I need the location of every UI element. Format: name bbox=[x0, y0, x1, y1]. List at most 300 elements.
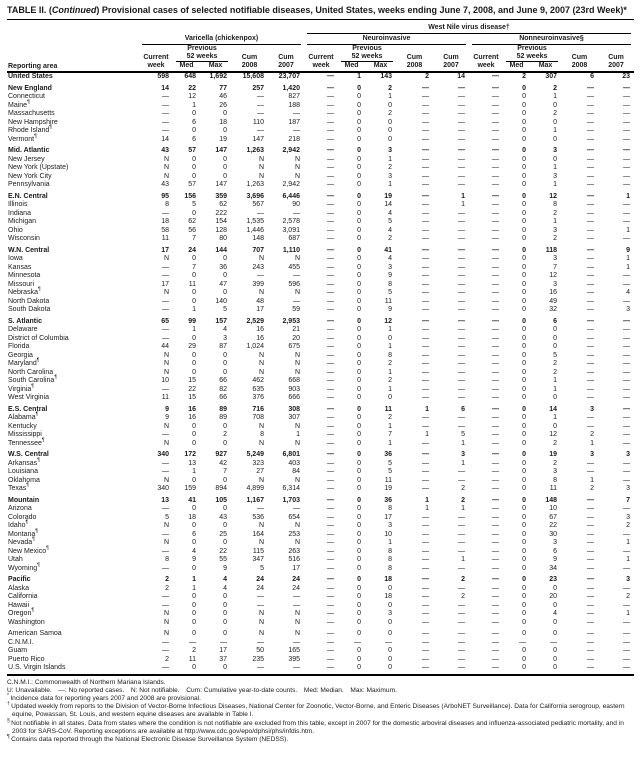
value-cell: — bbox=[561, 664, 598, 675]
reporting-area-cell: C.N.M.I. bbox=[8, 638, 34, 646]
value-cell: 0 bbox=[388, 655, 392, 663]
value-cell: — bbox=[587, 201, 594, 208]
region-total-row bbox=[7, 244, 634, 256]
value-cell: 2 bbox=[223, 431, 227, 438]
value-cell: 0 bbox=[192, 209, 196, 217]
value-cell: 0 bbox=[522, 647, 526, 654]
value-cell: 5 bbox=[165, 513, 169, 521]
value-cell: — bbox=[327, 576, 334, 583]
reporting-area-cell: North Carolina bbox=[8, 368, 54, 376]
value-cell: 0 bbox=[223, 601, 227, 609]
table-row bbox=[7, 647, 634, 656]
value-cell: 4 bbox=[553, 610, 557, 617]
value-cell: — bbox=[327, 394, 334, 401]
value-cell: 0 bbox=[223, 618, 227, 626]
value-cell: — bbox=[458, 235, 465, 242]
reporting-area-cell: Puerto Rico bbox=[8, 655, 45, 663]
value-cell: — bbox=[587, 385, 594, 393]
title-suffix: ) Provisional cases of selected notifiable diseases, United States, weeks ending June 7, 2008, and June 9, 2007 (23rd Week)* bbox=[96, 5, 627, 15]
value-cell: — bbox=[422, 564, 429, 572]
value-cell: 0 bbox=[357, 630, 361, 637]
value-cell: N bbox=[294, 351, 300, 359]
value-cell: 11 bbox=[161, 394, 169, 401]
value-cell: 4 bbox=[223, 326, 227, 333]
value-cell: 3 bbox=[553, 255, 557, 262]
region-total-row bbox=[7, 494, 634, 506]
value-cell: 7 bbox=[192, 263, 196, 271]
value-cell: 2 bbox=[553, 235, 557, 242]
value-cell: — bbox=[257, 209, 264, 217]
footnote-marker: ¶ bbox=[54, 374, 57, 381]
value-cell: — bbox=[327, 326, 334, 333]
varicella-group-header: Varicella (chickenpox) bbox=[139, 34, 304, 45]
value-cell: — bbox=[587, 513, 594, 521]
table-row bbox=[7, 173, 634, 182]
value-cell: — bbox=[327, 522, 334, 529]
value-cell: — bbox=[623, 459, 631, 467]
value-cell: 0 bbox=[522, 118, 526, 126]
cum-2008-header: Cum 2008 bbox=[231, 45, 268, 72]
region-group bbox=[7, 403, 634, 449]
reporting-area-cell: Maryland¶ bbox=[8, 357, 40, 367]
value-cell: 0 bbox=[357, 192, 361, 200]
value-cell: — bbox=[327, 235, 334, 242]
value-cell: — bbox=[422, 610, 429, 617]
value-cell: — bbox=[458, 272, 465, 279]
value-cell: — bbox=[492, 326, 499, 333]
value-cell: 307 bbox=[545, 73, 557, 80]
value-cell: — bbox=[458, 564, 465, 572]
value-cell: 5 bbox=[388, 289, 392, 296]
value-cell: — bbox=[458, 377, 465, 384]
value-cell: — bbox=[327, 496, 334, 504]
value-cell: — bbox=[422, 618, 429, 626]
value-cell: 0 bbox=[357, 110, 361, 117]
value-cell: — bbox=[293, 505, 300, 512]
reporting-area-cell: Georgia bbox=[8, 351, 33, 359]
value-cell: 0 bbox=[192, 155, 196, 163]
value-cell: 1,535 bbox=[246, 218, 264, 225]
value-cell: N bbox=[258, 172, 264, 180]
value-cell: 0 bbox=[357, 226, 361, 234]
value-cell: 0 bbox=[553, 422, 557, 430]
value-cell: 7 bbox=[223, 468, 227, 475]
value-cell: 0 bbox=[522, 505, 526, 512]
value-cell: 1 bbox=[461, 556, 465, 563]
value-cell: 19 bbox=[549, 451, 557, 458]
value-cell: — bbox=[458, 164, 465, 171]
value-cell: N bbox=[294, 539, 300, 546]
value-cell: — bbox=[623, 638, 631, 646]
footnote-symbol: § bbox=[7, 717, 12, 724]
value-cell: 0 bbox=[530, 664, 561, 675]
value-cell: 11 bbox=[384, 476, 392, 484]
value-cell: — bbox=[587, 556, 594, 563]
value-cell: — bbox=[492, 218, 499, 225]
region-group bbox=[7, 72, 634, 82]
value-cell: — bbox=[587, 172, 594, 180]
reporting-area-cell: New Hampshire bbox=[8, 118, 58, 126]
value-cell: N bbox=[163, 289, 169, 296]
value-cell: 148 bbox=[545, 496, 557, 504]
value-cell: — bbox=[422, 192, 429, 200]
value-cell: — bbox=[327, 405, 334, 413]
value-cell: — bbox=[458, 468, 465, 475]
value-cell: 0 bbox=[357, 93, 361, 100]
footnote: * Incidence data for reporting years 2007 and 2008 are provisional. bbox=[7, 692, 201, 702]
value-cell: N bbox=[163, 368, 169, 376]
value-cell: 0 bbox=[522, 280, 526, 288]
value-cell: — bbox=[327, 280, 334, 288]
value-cell: 187 bbox=[288, 118, 300, 126]
value-cell: — bbox=[492, 556, 499, 563]
value-cell: 43 bbox=[161, 147, 169, 154]
value-cell: — bbox=[458, 530, 465, 538]
value-cell: — bbox=[327, 655, 334, 663]
reporting-area-cell: Guam bbox=[8, 647, 28, 654]
value-cell: — bbox=[492, 547, 499, 555]
value-cell: — bbox=[327, 556, 334, 563]
value-cell: 0 bbox=[223, 630, 227, 637]
value-cell: 0 bbox=[357, 172, 361, 180]
value-cell: — bbox=[327, 601, 334, 609]
value-cell: 0 bbox=[357, 289, 361, 296]
value-cell: 0 bbox=[522, 385, 526, 393]
value-cell: 1 bbox=[192, 576, 196, 583]
value-cell: — bbox=[458, 209, 465, 217]
value-cell: 23,707 bbox=[278, 73, 300, 80]
value-cell: — bbox=[623, 655, 631, 663]
value-cell: — bbox=[458, 297, 465, 305]
value-cell: — bbox=[422, 172, 429, 180]
value-cell: — bbox=[162, 638, 169, 646]
value-cell: — bbox=[396, 664, 433, 675]
value-cell: — bbox=[458, 246, 465, 254]
value-cell: 3 bbox=[388, 147, 392, 154]
value-cell: 0 bbox=[357, 522, 361, 529]
value-cell: 67 bbox=[549, 513, 557, 521]
footnote-marker: ¶ bbox=[36, 357, 40, 364]
value-cell: — bbox=[327, 201, 334, 208]
value-cell: 0 bbox=[173, 664, 200, 675]
value-cell: N bbox=[163, 360, 169, 367]
value-cell: 6 bbox=[192, 135, 196, 143]
value-cell: — bbox=[458, 101, 465, 109]
value-cell: — bbox=[422, 84, 429, 92]
value-cell: 1 bbox=[388, 155, 392, 163]
value-cell: — bbox=[231, 664, 268, 675]
value-cell: — bbox=[293, 110, 300, 117]
value-cell: 0 bbox=[522, 593, 526, 600]
value-cell: — bbox=[257, 638, 264, 646]
spanner-row bbox=[7, 24, 634, 34]
value-cell: 1,420 bbox=[282, 84, 300, 92]
value-cell: 17 bbox=[384, 513, 392, 521]
value-cell: — bbox=[354, 638, 361, 646]
value-cell: — bbox=[162, 263, 169, 271]
value-cell: — bbox=[587, 334, 594, 342]
value-cell: 399 bbox=[252, 280, 264, 288]
value-cell: — bbox=[492, 110, 499, 117]
value-cell: 307 bbox=[288, 414, 300, 421]
value-cell: — bbox=[492, 235, 499, 242]
value-cell: — bbox=[587, 246, 594, 254]
value-cell: 172 bbox=[184, 451, 196, 458]
value-cell: 0 bbox=[357, 127, 361, 134]
value-cell: — bbox=[458, 110, 465, 117]
value-cell: 0 bbox=[357, 468, 361, 475]
table-row bbox=[7, 505, 634, 514]
value-cell: 23 bbox=[549, 576, 557, 583]
value-cell: 2 bbox=[626, 593, 631, 600]
region-total-row bbox=[7, 448, 634, 460]
reporting-area-cell: W.S. Central bbox=[8, 451, 49, 458]
value-cell: — bbox=[162, 547, 169, 555]
value-cell: N bbox=[294, 522, 300, 529]
footnote-marker: ¶ bbox=[25, 519, 29, 526]
value-cell: 2 bbox=[461, 485, 465, 492]
reporting-area-cell: California bbox=[8, 593, 38, 600]
value-cell: — bbox=[587, 414, 594, 421]
value-cell: 0 bbox=[522, 476, 526, 484]
value-cell: — bbox=[492, 164, 499, 171]
previous-52-weeks-header: Previous 52 weeks bbox=[338, 45, 396, 62]
value-cell: 157 bbox=[215, 317, 227, 325]
value-cell: N bbox=[258, 610, 264, 617]
value-cell: — bbox=[587, 326, 594, 333]
value-cell: — bbox=[492, 209, 499, 217]
value-cell: 65 bbox=[161, 317, 169, 325]
value-cell: 0 bbox=[192, 110, 196, 117]
value-cell: — bbox=[492, 584, 499, 592]
value-cell: — bbox=[327, 377, 334, 384]
value-cell: 12 bbox=[549, 272, 557, 279]
value-cell: — bbox=[458, 360, 465, 367]
cum-2007-header: Cum 2007 bbox=[433, 45, 469, 72]
value-cell: N bbox=[258, 289, 264, 296]
value-cell: 1 bbox=[192, 468, 196, 475]
table-row bbox=[7, 210, 634, 219]
value-cell: 89 bbox=[219, 414, 227, 421]
value-cell: — bbox=[623, 431, 631, 438]
value-cell: 687 bbox=[288, 235, 300, 242]
value-cell: 0 bbox=[553, 647, 557, 654]
value-cell: — bbox=[492, 246, 499, 254]
reporting-area-cell: Tennessee¶ bbox=[8, 437, 45, 447]
region-group bbox=[7, 494, 634, 574]
value-cell: 0 bbox=[357, 576, 361, 583]
max-header: Max bbox=[200, 62, 231, 72]
value-cell: 15,608 bbox=[242, 73, 264, 80]
value-cell: N bbox=[163, 155, 169, 163]
value-cell: 24 bbox=[256, 576, 264, 583]
value-cell: — bbox=[327, 218, 334, 225]
value-cell: — bbox=[458, 630, 465, 637]
value-cell: 0 bbox=[357, 246, 361, 254]
value-cell: 4 bbox=[223, 576, 227, 583]
value-cell: 27 bbox=[256, 468, 264, 475]
reporting-area-cell: New York (Upstate) bbox=[8, 164, 69, 171]
value-cell: 1 bbox=[461, 439, 465, 447]
value-cell: — bbox=[623, 181, 631, 188]
reporting-area-cell: Nevada¶ bbox=[8, 536, 35, 546]
value-cell: 0 bbox=[192, 431, 196, 438]
value-cell: 2 bbox=[553, 439, 557, 447]
value-cell: — bbox=[587, 394, 594, 401]
current-week-header: Current week bbox=[304, 45, 338, 72]
reporting-area-cell: Alaska bbox=[8, 584, 30, 592]
value-cell: N bbox=[163, 630, 169, 637]
value-cell: 2 bbox=[165, 655, 169, 663]
table-row bbox=[7, 377, 634, 386]
value-cell: 0 bbox=[503, 664, 530, 675]
value-cell: 62 bbox=[188, 218, 196, 225]
value-cell: 6 bbox=[192, 118, 196, 126]
value-cell: 0 bbox=[522, 394, 526, 401]
value-cell: — bbox=[327, 289, 334, 296]
value-cell: 2 bbox=[461, 496, 465, 504]
value-cell: 3 bbox=[553, 280, 557, 288]
value-cell: — bbox=[458, 601, 465, 609]
value-cell: 59 bbox=[292, 306, 300, 313]
value-cell: — bbox=[587, 647, 594, 654]
value-cell: N bbox=[163, 439, 169, 447]
value-cell: — bbox=[422, 647, 429, 654]
value-cell: — bbox=[422, 147, 429, 154]
reporting-area-cell: Nebraska¶ bbox=[8, 286, 41, 296]
value-cell: 0 bbox=[223, 164, 227, 171]
value-cell: 0 bbox=[357, 272, 361, 279]
footnote-abbreviation-legend: U: Unavailable. —: No reported cases. N: Not notifiable. Cum: Cumulative year-to-date counts. Med: Median. Max: Maximum. bbox=[7, 686, 397, 694]
value-cell: 25 bbox=[219, 530, 227, 538]
value-cell: 3 bbox=[590, 405, 594, 413]
value-cell: 716 bbox=[252, 405, 264, 413]
table-row bbox=[7, 485, 634, 494]
table-row bbox=[7, 306, 634, 315]
value-cell: 0 bbox=[357, 334, 361, 342]
reporting-area-cell: Illinois bbox=[8, 201, 28, 208]
value-cell: 9 bbox=[553, 556, 557, 563]
spanner-spacer bbox=[139, 24, 304, 34]
value-cell: 0 bbox=[192, 618, 196, 626]
value-cell: — bbox=[422, 414, 429, 421]
value-cell: — bbox=[189, 638, 196, 646]
value-cell: 598 bbox=[157, 73, 169, 80]
value-cell: 41 bbox=[384, 246, 392, 254]
table-row bbox=[7, 289, 634, 298]
value-cell: 0 bbox=[357, 584, 361, 592]
value-cell: 0 bbox=[192, 334, 196, 342]
value-cell: — bbox=[293, 297, 300, 305]
reporting-area-cell: Ohio bbox=[8, 226, 23, 234]
value-cell: 0 bbox=[522, 468, 526, 475]
value-cell: 9 bbox=[165, 405, 169, 413]
table-row bbox=[7, 181, 634, 190]
value-cell: — bbox=[492, 351, 499, 359]
value-cell: — bbox=[587, 84, 594, 92]
table-row bbox=[7, 360, 634, 369]
value-cell: 4 bbox=[223, 584, 227, 592]
value-cell: — bbox=[327, 209, 334, 217]
value-cell: — bbox=[327, 505, 334, 512]
value-cell: — bbox=[550, 638, 557, 646]
value-cell: — bbox=[492, 255, 499, 262]
value-cell: — bbox=[162, 118, 169, 126]
value-cell: — bbox=[422, 385, 429, 393]
value-cell: — bbox=[623, 564, 631, 572]
value-cell: — bbox=[422, 556, 429, 563]
value-cell: 1 bbox=[626, 263, 631, 271]
reporting-area-cell: Iowa bbox=[8, 255, 23, 262]
value-cell: 41 bbox=[188, 496, 196, 504]
value-cell: 1 bbox=[388, 343, 392, 350]
value-cell: — bbox=[162, 647, 169, 654]
reporting-area-cell: New Jersey bbox=[8, 155, 45, 163]
value-cell: 89 bbox=[219, 405, 227, 413]
value-cell: — bbox=[422, 522, 429, 529]
value-cell: 14 bbox=[384, 201, 392, 208]
value-cell: 0 bbox=[522, 147, 526, 154]
value-cell: 0 bbox=[522, 289, 526, 296]
value-cell: 2 bbox=[165, 584, 169, 592]
value-cell: — bbox=[623, 127, 631, 134]
value-cell: — bbox=[327, 272, 334, 279]
value-cell: — bbox=[162, 530, 169, 538]
value-cell: — bbox=[623, 93, 631, 100]
value-cell: 455 bbox=[288, 263, 300, 271]
value-cell: 0 bbox=[522, 530, 526, 538]
value-cell: — bbox=[469, 664, 503, 675]
value-cell: 66 bbox=[219, 377, 227, 384]
value-cell: 118 bbox=[545, 246, 557, 254]
value-cell: 5 bbox=[260, 564, 264, 572]
value-cell: 0 bbox=[522, 496, 526, 504]
value-cell: — bbox=[327, 73, 334, 80]
table-row bbox=[7, 335, 634, 344]
value-cell: 1 bbox=[626, 556, 631, 563]
value-cell: N bbox=[294, 360, 300, 367]
footnote: ¶ Contains data reported through the National Electronic Disease Surveillance System (NEDSS). bbox=[7, 733, 289, 743]
value-cell: 0 bbox=[357, 547, 361, 555]
value-cell: 4 bbox=[388, 209, 392, 217]
value-cell: 0 bbox=[522, 459, 526, 467]
value-cell: N bbox=[294, 422, 300, 430]
reporting-area-cell: E.S. Central bbox=[8, 405, 48, 413]
value-cell: 99 bbox=[188, 317, 196, 325]
value-cell: 0 bbox=[522, 201, 526, 208]
table-row bbox=[7, 343, 634, 352]
value-cell: — bbox=[623, 164, 631, 171]
value-cell: 2 bbox=[388, 414, 392, 421]
reporting-area-cell: Hawaii bbox=[8, 601, 30, 609]
med-header: Med bbox=[338, 62, 365, 72]
value-cell: 6 bbox=[553, 317, 557, 325]
value-cell: 0 bbox=[357, 459, 361, 467]
table-row bbox=[7, 619, 634, 628]
value-cell: 2 bbox=[388, 235, 392, 242]
value-cell: — bbox=[422, 655, 429, 663]
value-cell: 19 bbox=[384, 192, 392, 200]
value-cell: 1,263 bbox=[246, 181, 264, 188]
value-cell: — bbox=[587, 343, 594, 350]
value-cell: — bbox=[327, 127, 334, 134]
reporting-area-cell: Rhode Island¶ bbox=[8, 124, 52, 134]
value-cell: 0 bbox=[553, 118, 557, 126]
reporting-area-cell: Pennsylvania bbox=[8, 181, 50, 188]
value-cell: — bbox=[492, 576, 499, 583]
value-cell: — bbox=[327, 459, 334, 467]
value-cell: N bbox=[258, 522, 264, 529]
